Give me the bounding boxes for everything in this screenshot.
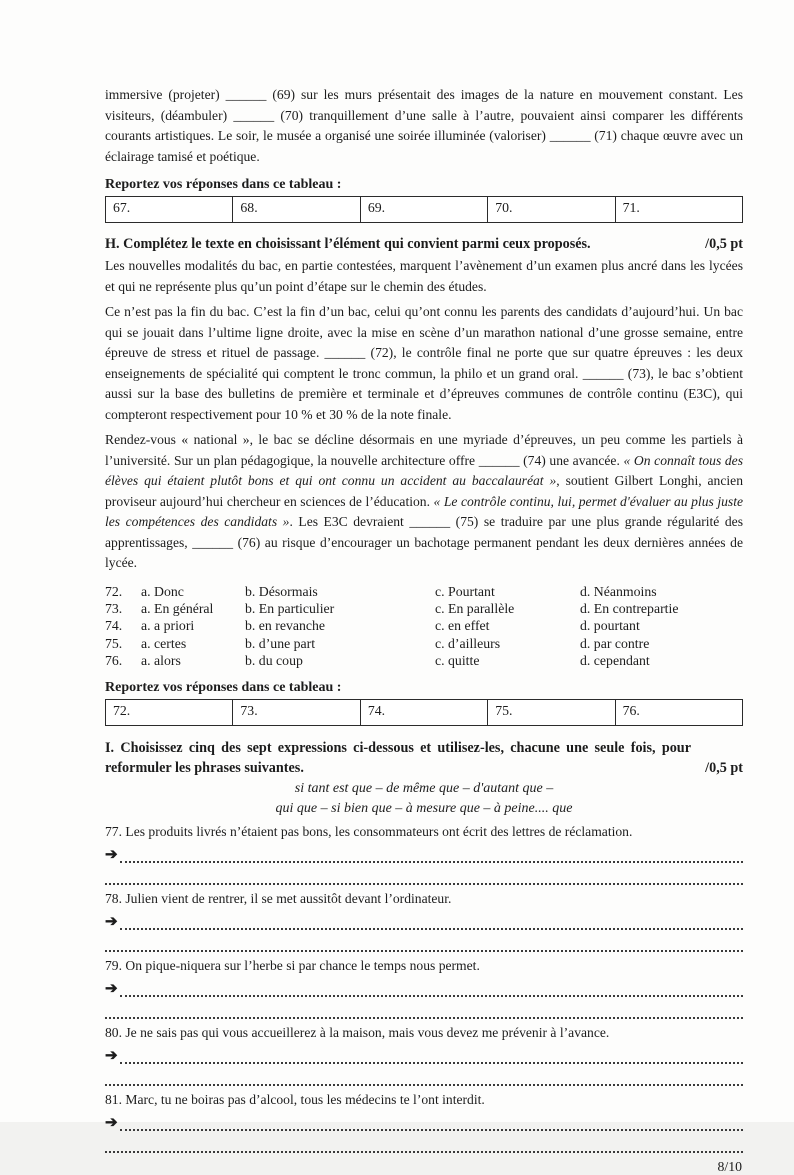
option-row [105, 652, 743, 669]
reformulation-items [105, 821, 743, 1153]
arrow-icon: ➔ [105, 846, 118, 863]
answer-cell: 71. [622, 200, 640, 215]
dotted-answer-line [105, 930, 743, 952]
answers-table-67-71 [105, 196, 743, 223]
body-text: Rendez-vous « national », le bac se décline désormais en une myriade d’épreuves, un peu comme les partiels à l’université. Sur un plan pédagogique, la nouvelle architecture offre ______ (74) une avancée. [105, 432, 743, 468]
exercise-item [105, 821, 743, 885]
arrow-icon: ➔ [105, 980, 118, 997]
paragraph-bac-1: Les nouvelles modalités du bac, en partie contestées, marquent l’avènement d’un examen plus ancré dans les lycées et qui ne représente plus qu’un point d’étape sur le chemin des études. [105, 258, 743, 294]
section-i-heading [105, 738, 743, 778]
multiple-choice-options [105, 583, 743, 670]
answer-line [105, 842, 743, 863]
arrow-icon: ➔ [105, 1047, 118, 1064]
option-cell: a. a priori [141, 618, 195, 634]
answer-cell: 76. [622, 702, 640, 718]
exercise-item [105, 1089, 743, 1153]
answer-cell: 69. [361, 197, 488, 222]
option-row [105, 583, 743, 600]
section-h-title: H. Complétez le texte en choisissant l’élément qui convient parmi ceux proposés. [105, 236, 591, 252]
option-cell: d. Néanmoins [580, 583, 657, 599]
item-sentence: 81. Marc, tu ne boiras pas d’alcool, tous les médecins te l’ont interdit. [105, 1091, 485, 1107]
option-cell: d. par contre [580, 635, 650, 651]
option-cell: a. En général [141, 600, 214, 616]
option-cell: a. Donc [141, 583, 184, 599]
answer-cell: 75. [488, 700, 615, 725]
option-cell: d. pourtant [580, 618, 640, 634]
report-answers-label: Reportez vos réponses dans ce tableau : [105, 679, 342, 695]
option-cell: c. Pourtant [435, 583, 495, 599]
option-row [105, 635, 743, 652]
option-cell: c. En parallèle [435, 600, 515, 616]
answer-cell: 73. [233, 700, 360, 725]
quoted-italic-text: « Le contrôle continu, lui, permet d'évaluer au plus juste les compétences des candidats » [105, 493, 744, 529]
dotted-answer-line [120, 1114, 743, 1131]
option-number: 73. [105, 600, 123, 616]
option-row [105, 617, 743, 634]
option-cell: b. en revanche [245, 618, 326, 634]
option-cell: a. certes [141, 635, 187, 651]
answer-cell: 72. [106, 700, 233, 725]
section-h-heading [105, 236, 743, 253]
option-number: 75. [105, 635, 123, 651]
answer-line [105, 976, 743, 997]
answer-line [105, 1110, 743, 1131]
option-cell: d. cependant [580, 653, 650, 669]
option-number: 74. [105, 618, 123, 634]
item-sentence: 77. Les produits livrés n’étaient pas bons, les consommateurs ont écrit des lettres de réclamation. [105, 823, 633, 839]
option-cell: c. quitte [435, 653, 480, 669]
option-cell: d. En contrepartie [580, 600, 679, 616]
item-sentence: 79. On pique-niquera sur l’herbe si par chance le temps nous permet. [105, 957, 480, 973]
option-number: 76. [105, 653, 123, 669]
answer-cell: 74. [361, 700, 488, 725]
body-text: . Les E3C devraient ______ (75) se traduire par une plus grande régularité des apprentissages, ______ (76) au risque d’encourager un bachotage permanent pendant les deux dernières années de lycée. [105, 514, 743, 570]
option-cell: b. Désormais [245, 583, 318, 599]
dotted-answer-line [105, 1131, 743, 1153]
option-cell: b. En particulier [245, 600, 335, 616]
section-i-points: /0,5 pt [705, 759, 743, 776]
answer-cell: 67. [106, 197, 233, 222]
exercise-item [105, 955, 743, 1019]
option-cell: c. d’ailleurs [435, 635, 501, 651]
option-number: 72. [105, 583, 123, 599]
paragraph-bac-3 [105, 430, 743, 574]
page-number: 8/10 [717, 1158, 742, 1174]
expressions-line-1: si tant est que – de même que – d'autant que – [294, 780, 554, 796]
paragraph-verbs-exercise: immersive (projeter) ______ (69) sur les murs présentait des images de la nature en mouvement constant. Les visiteurs, (déambuler) ______ (70) tranquillement d’une salle à l’autre, pouvaient ainsi comparer les différents courants artistiques. Le soir, le musée a organisé une soirée illuminée (valoriser) ______ (71) chaque œuvre avec un éclairage tamisé et poétique. [105, 87, 743, 164]
answer-cell: 68. [233, 197, 360, 222]
dotted-answer-line [120, 913, 743, 930]
item-sentence: 80. Je ne sais pas qui vous accueillerez à la maison, mais vous devez me prévenir à l’avance. [105, 1024, 610, 1040]
exercise-item [105, 888, 743, 952]
exercise-item [105, 1022, 743, 1086]
arrow-icon: ➔ [105, 1114, 118, 1131]
section-h-points: /0,5 pt [705, 236, 743, 252]
arrow-icon: ➔ [105, 913, 118, 930]
option-cell: a. alors [141, 653, 181, 669]
dotted-answer-line [105, 1064, 743, 1086]
dotted-answer-line [120, 846, 743, 863]
answers-table-72-76 [105, 699, 743, 726]
dotted-answer-line [105, 863, 743, 885]
dotted-answer-line [105, 997, 743, 1019]
paragraph-bac-2: Ce n’est pas la fin du bac. C’est la fin d’un bac, celui qu’ont connu les parents des candidats d’aujourd’hui. Un bac qui se jouait dans l’ultime ligne droite, avec la mise en scène d’un marathon national d’une grosse semaine, entre épreuve de stress et rituel de passage. ______ (72), le contrôle final ne porte que sur quatre épreuves : les deux enseignements de spécialité qui comptent le tronc commun, la philo et un grand oral. ______ (73), le bac s’obtient aussi sur la base des bulletins de première et terminale et d’épreuves communes de contrôle continu (E3C), qui compteront respectivement pour 10 % et 30 % de la note finale. [105, 304, 743, 422]
option-cell: b. d’une part [245, 635, 316, 651]
quoted-italic-text: « On connaît tous des élèves qui étaient plutôt bons et qui ont connu un accident au baccalauréat » [105, 452, 744, 488]
report-answers-label: Reportez vos réponses dans ce tableau : [105, 177, 342, 192]
answer-line [105, 1043, 743, 1064]
item-sentence: 78. Julien vient de rentrer, il se met aussitôt devant l’ordinateur. [105, 890, 452, 906]
section-i-title: I. Choisissez cinq des sept expressions ci-dessous et utilisez-les, chacune une seule fois, pour reformuler les phrases suivantes. [105, 739, 691, 776]
option-cell: c. en effet [435, 618, 490, 634]
option-cell: b. du coup [245, 653, 303, 669]
dotted-answer-line [120, 1047, 743, 1064]
body-text: , soutient Gilbert Longhi, ancien proviseur aujourd’hui chercheur en sciences de l’éducation. [105, 473, 743, 509]
dotted-answer-line [120, 980, 743, 997]
option-row [105, 600, 743, 617]
expressions-line-2: qui que – si bien que – à mesure que – à peine.... que [275, 800, 573, 816]
answer-cell: 70. [488, 197, 615, 222]
answer-line [105, 909, 743, 930]
